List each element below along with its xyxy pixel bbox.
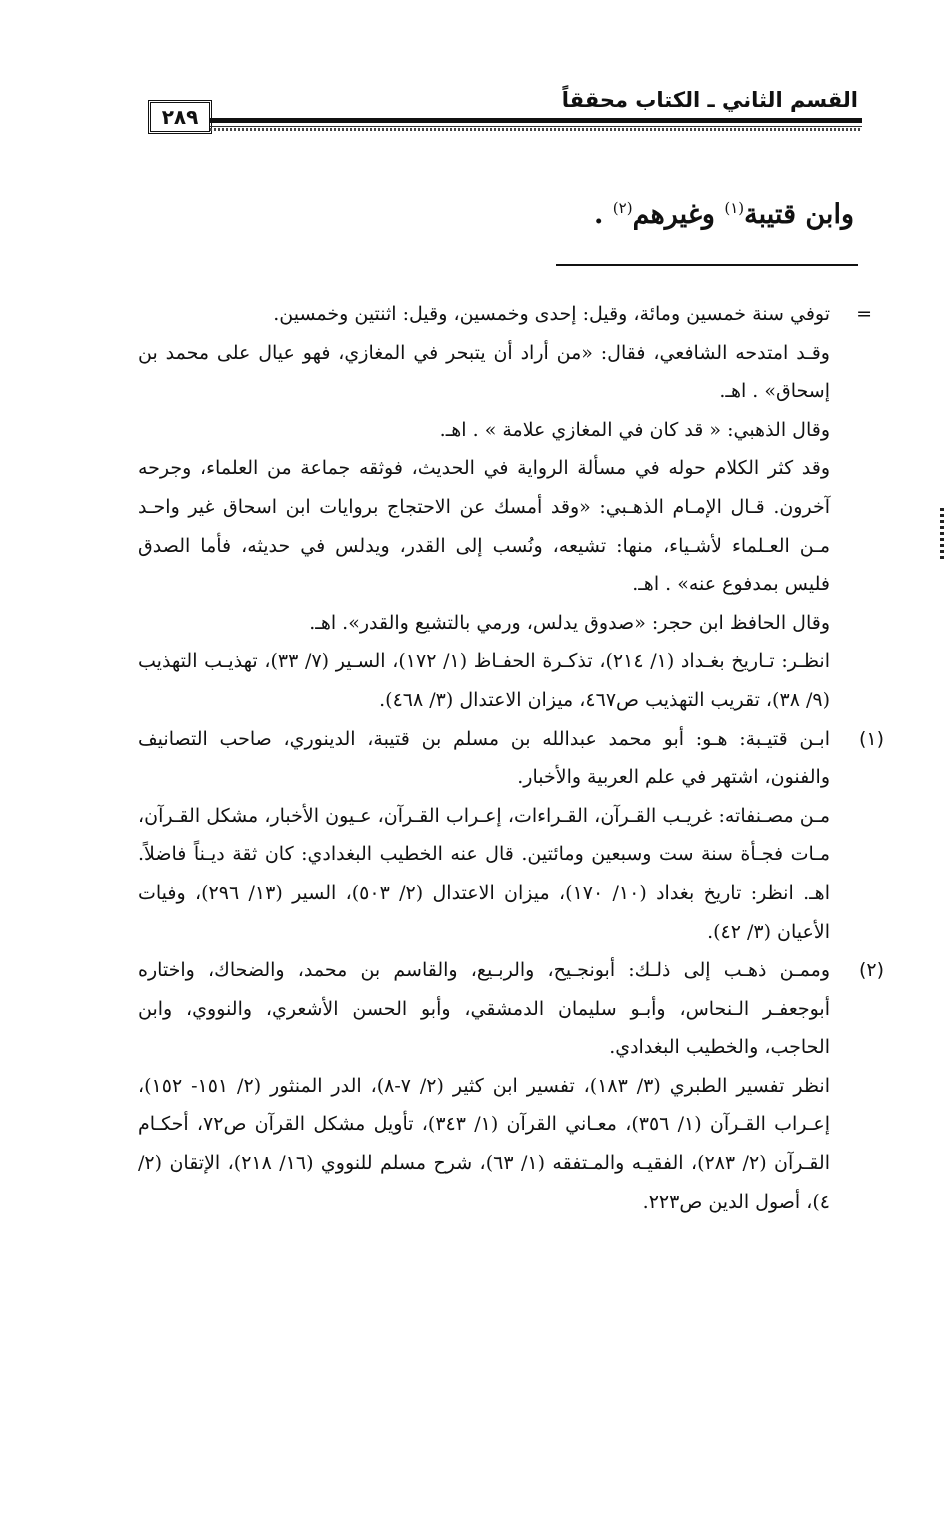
footnote-continuation-first <box>138 295 872 334</box>
footnote-marker-1: (١) <box>858 727 884 750</box>
main-text-end: . <box>593 199 613 230</box>
footnote-paragraph: وقال الحافظ ابن حجر: «صدوق يدلس، ورمي بالتشيع والقدر». اهـ. <box>309 611 830 634</box>
main-text-part1: وابن قتيبة <box>744 199 854 230</box>
page-number: ٢٨٩ <box>148 100 212 134</box>
main-text-part2: وغيرهم <box>632 199 725 230</box>
header-rule <box>210 118 862 123</box>
footnote-marker-2: (٢) <box>858 959 884 982</box>
footnote-paragraph: وقال الذهبي: « قد كان في المغازي علامة » . اهـ. <box>439 418 830 441</box>
footnote-paragraph: انظر تفسير الطبري (٣/ ١٨٣)، تفسير ابن كثير (٢/ ٧-٨)، الدر المنثور (٢/ ١٥١- ١٥٢)، إعـراب القـرآن (١/ ٣٥٦)، معـاني القرآن (١/ ٣٤٣)، تأويل مشكل القرآن ص٧٢، أحكـام القـرآن (٢/ ٢٨٣)، الفقيـه والمـتفقه (١/ ٦٣)، شرح مسلم للنووي (١٦/ ٢١٨)، الإتقان (٢/ ٤)، أصول الدين ص٢٢٣. <box>138 1074 830 1213</box>
footnote-paragraph: مـن مصـنفاته: غريـب القـرآن، القـراءات، إعـراب القـرآن، عـيون الأخبار، مشكل القـرآن، مـات فجـأة سنة ست وسبعين ومائتين. قال عنه الخطيب البغدادي: كان ثقة ديـناً فاضلاً. اهـ. انظر: تاريخ بغداد (١٠/ ١٧٠)، ميزان الاعتدال (٢/ ٥٠٣)، السير (١٣/ ٢٩٦)، وفيات الأعيان (٣/ ٤٢). <box>138 804 830 943</box>
footnote-text: توفي سنة خمسين ومائة، وقيل: إحدى وخمسين، وقيل: اثنتين وخمسين. <box>273 303 830 325</box>
margin-scan-marks <box>940 508 944 560</box>
main-text <box>154 178 854 245</box>
footnote-paragraph: وقد كثر الكلام حوله في مسألة الرواية في الحديث، فوثقه جماعة من العلماء، وجرحه آخرون. قـال الإمـام الذهـبي: «وقد أمسك عن الاحتجاج بروايات ابن اسحاق غير واحـد مـن العـلماء لأشـياء، منها: تشيعه، ونُسب إلى القدر، ويدلس في حديثه، فأما الصدق فليس بمدفوع عنه» . اهـ. <box>138 457 830 596</box>
footnote-paragraph: وقـد امتدحه الشافعي، فقال: «من أراد أن يتبحر في المغازي، فهو عيال على محمد بن إسحاق» . اهـ. <box>138 341 830 403</box>
footnote-text: ابـن قتيـبة: هـو: أبو محمد عبدالله بن مسلم بن قتيبة، الدينوري، صاحب التصانيف والفنون، اشتهر في علم العربية والأخبار. <box>138 727 830 789</box>
footnote-text: وممـن ذهـب إلى ذلـك: أبونجـيح، والربـيع، والقاسم بن محمد، والضحاك، واختاره أبوجعفـر الـنحاس، وأبـو سليمان الدمشقي، وأبو الحسن الأشعري، والنووي، وابن الحاجب، والخطيب البغدادي. <box>138 959 830 1059</box>
footnote-2 <box>138 951 884 1067</box>
footnote-ref-1[interactable]: (١) <box>724 199 745 217</box>
footnotes-section <box>138 295 884 1221</box>
running-title: القسم الثاني ـ الكتاب محققاً <box>561 88 858 112</box>
footnote-paragraph: انظـر: تـاريخ بغـداد (١/ ٢١٤)، تذكـرة الحفـاظ (١/ ١٧٢)، السـير (٧/ ٣٣)، تهذيـب التهذيب (٩/ ٣٨)، تقريب التهذيب ص٤٦٧، ميزان الاعتدال (٣/ ٤٦٨). <box>138 650 831 711</box>
continuation-marker: = <box>856 303 872 325</box>
header-rule-thin <box>210 126 862 127</box>
footnote-ref-2[interactable]: (٢) <box>612 199 633 217</box>
header-rule-hatch <box>210 128 862 131</box>
page-header <box>140 88 862 138</box>
footnote-separator <box>556 264 858 266</box>
footnote-1 <box>138 720 884 797</box>
